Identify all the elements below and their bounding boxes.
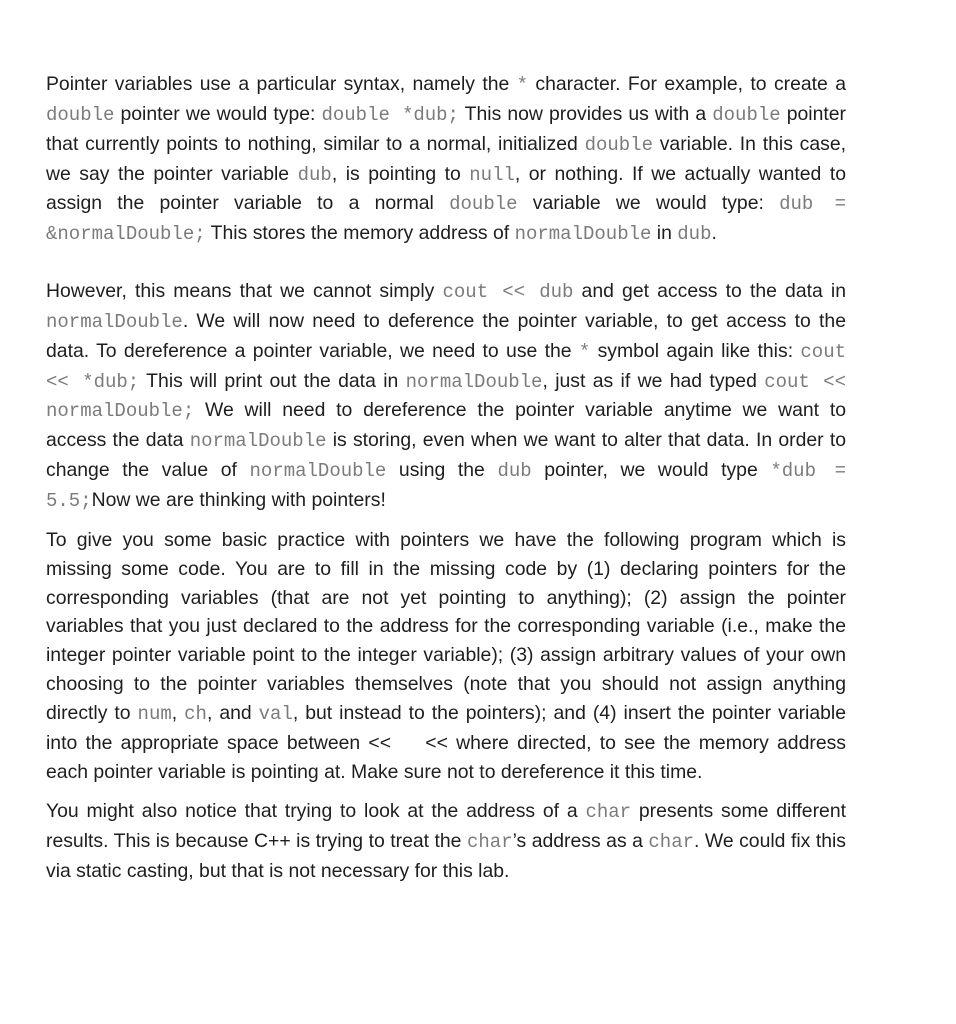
code-snippet: val [258,702,293,725]
code-snippet: char [466,831,513,854]
code-snippet: dub [297,163,332,186]
text-segment: variable we would type: [517,192,780,215]
text-segment: is storing, even when we want to alter that data. In order to change the value of [46,429,846,482]
text-segment: and get access to the data in [573,280,847,303]
text-segment: pointer we would type: [114,102,322,125]
text-segment: To give you some basic practice with pointers we have the following program which is missing some code. You are to fill in the missing code by (1) declaring pointers for the corresponding variables (that are not yet pointing to anything); (2) assign the pointer variables that you just declared to the address for the corresponding variable (i.e., make the integer pointer variable point to the integer variable); (3) assign arbitrary values of your own choosing to the pointer variables themselves (note that you should not assign anything directly to [46,528,846,724]
code-snippet: ch [184,702,207,725]
text-segment: variable. In this case, we say the pointer variable [46,132,846,185]
text-segment: , is pointing to [331,162,470,185]
text-segment: << where directed, to see the memory address each pointer variable is pointing at. Make sure not to dereference it this time. [46,731,846,783]
text-segment: using the [386,459,498,482]
text-segment: in [651,222,678,245]
text-segment: presents some different results. This is because C++ is trying to treat the [46,800,846,853]
text-segment: This stores the memory address of [205,222,515,245]
text-segment: We will need to dereference the pointer variable anytime we want to access the data [46,399,846,452]
text-segment: Pointer variables use a particular syntax, namely the [46,73,517,95]
code-snippet: double [449,193,518,216]
code-snippet: char [648,831,695,854]
code-snippet: dub = &normalDouble; [46,193,846,246]
code-snippet: double [712,103,781,126]
code-snippet: normalDouble [405,370,543,393]
text-segment: , [171,701,185,724]
code-snippet: num [137,702,172,725]
code-snippet: normalDouble [46,310,183,333]
document-page [46,70,846,886]
text-segment: This now provides us with a [458,102,713,125]
code-snippet: normalDouble [249,460,387,483]
text-segment: , and [206,701,259,724]
text-segment: , or nothing. If we actually wanted to assign the pointer variable to a normal [46,162,846,215]
text-segment: pointer that currently points to nothing, similar to a normal, initialized [46,102,846,155]
code-snippet: cout << dub [442,281,574,304]
text-segment: , but instead to the pointers); and (4) insert the pointer variable into the appropriate space between << [46,701,846,754]
text-segment: . We will now need to deference the pointer variable, to get access to the data. To dereference a pointer variable, we need to use the [46,309,846,362]
code-snippet: null [469,163,515,186]
code-snippet: * [578,340,591,363]
text-segment: pointer, we would type [531,459,771,482]
paragraph-pointer-syntax [46,70,846,249]
paragraph-dereference [46,277,846,516]
text-segment: symbol again like this: [590,339,801,362]
text-segment: ’s address as a [512,830,649,853]
code-snippet: normalDouble [189,430,327,453]
paragraph-practice-instructions [46,526,846,787]
code-snippet: *dub = 5.5; [46,460,846,512]
code-snippet: cout << *dub; [46,340,846,393]
text-segment: character. For example, to create a [528,73,846,95]
code-snippet: double [46,103,115,126]
code-snippet: double [584,133,653,156]
text-segment: However, this means that we cannot simply [46,280,443,303]
code-snippet: double *dub; [321,103,459,126]
code-snippet: dub [497,460,532,483]
text-segment: . We could fix this via static casting, but that is not necessary for this lab. [46,830,847,883]
text-segment: Now we are thinking with pointers! [91,488,386,511]
paragraph-char-note [46,797,846,886]
code-snippet: char [585,801,632,824]
code-snippet: normalDouble [514,223,652,246]
text-segment: You might also notice that trying to look at the address of a [46,800,586,823]
code-snippet: dub [677,223,712,246]
text-segment: This will print out the data in [139,369,406,392]
text-segment: , just as if we had typed [542,369,765,392]
code-snippet: cout << normalDouble; [46,370,846,423]
code-snippet: * [516,74,529,96]
text-segment: . [711,222,717,245]
